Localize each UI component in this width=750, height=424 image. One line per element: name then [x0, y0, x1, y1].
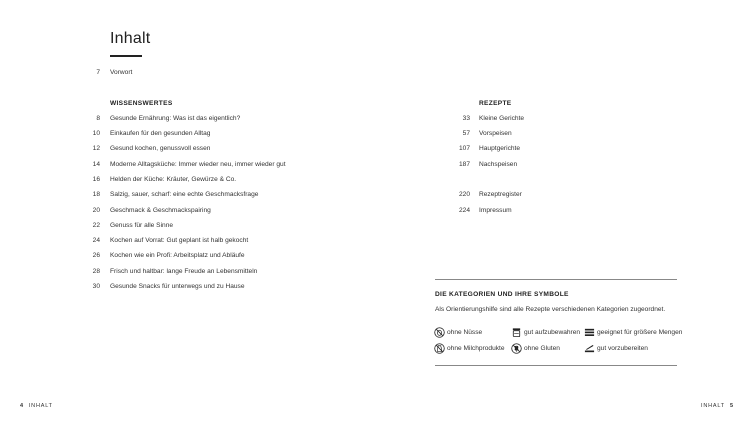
legend-label: gut aufzubewahren — [524, 329, 581, 336]
toc-page-number: 107 — [458, 145, 470, 152]
footer-right — [701, 403, 734, 409]
toc-entry-vorwort[interactable] — [70, 67, 270, 79]
toc-label: Impressum — [479, 207, 512, 214]
toc-label: Vorwort — [110, 69, 133, 76]
toc-page-number: 224 — [458, 207, 470, 214]
stack-icon — [584, 327, 595, 338]
running-head: INHALT — [701, 403, 725, 409]
section-heading-rezepte: REZEPTE — [479, 100, 512, 107]
legend-item-no-nuts — [434, 327, 482, 338]
toc-label: Frisch und haltbar: lange Freude an Lebensmitteln — [110, 268, 258, 275]
section-heading-wissenswertes: WISSENSWERTES — [110, 100, 173, 107]
running-head: INHALT — [28, 403, 53, 409]
toc-page-number: 22 — [92, 222, 100, 229]
toc-label: Kleine Gerichte — [479, 115, 525, 122]
knife-board-icon — [584, 343, 595, 354]
toc-page-number: 8 — [96, 115, 100, 122]
page-number: 5 — [729, 403, 734, 409]
legend-item-no-gluten — [511, 343, 560, 354]
divider-bottom — [435, 365, 677, 366]
toc-page-number: 16 — [92, 176, 100, 183]
toc-page-number: 12 — [92, 145, 100, 152]
no-nuts-icon — [434, 327, 445, 338]
toc-label: Gesunde Snacks für unterwegs und zu Hause — [110, 283, 245, 290]
storage-jar-icon — [511, 327, 522, 338]
toc-page-number: 18 — [92, 191, 100, 198]
legend-item-large-quantities — [584, 327, 682, 338]
toc-page-number: 57 — [462, 130, 470, 137]
toc-label: Helden der Küche: Kräuter, Gewürze & Co. — [110, 176, 237, 183]
toc-page-number: 14 — [92, 161, 100, 168]
toc-entry[interactable] — [440, 159, 590, 171]
toc-page-number: 20 — [92, 207, 100, 214]
toc-label: Vorspeisen — [479, 130, 512, 137]
toc-entry[interactable] — [70, 113, 330, 125]
toc-label: Genuss für alle Sinne — [110, 222, 174, 229]
legend-label: gut vorzubereiten — [597, 345, 648, 352]
legend-label: ohne Nüsse — [447, 329, 483, 336]
toc-page-number: 28 — [92, 268, 100, 275]
toc-entry[interactable] — [440, 205, 590, 217]
toc-entry[interactable] — [440, 128, 590, 140]
toc-page-number: 33 — [462, 115, 470, 122]
toc-entry[interactable] — [70, 205, 330, 217]
toc-label: Rezeptregister — [479, 191, 522, 198]
toc-entry[interactable] — [440, 189, 590, 201]
no-dairy-icon — [434, 343, 445, 354]
divider-top — [435, 279, 677, 280]
legend-item-prepare-ahead — [584, 343, 648, 354]
toc-label: Kochen wie ein Profi: Arbeitsplatz und Abläufe — [110, 252, 245, 259]
toc-page-number: 7 — [96, 69, 100, 76]
toc-label: Einkaufen für den gesunden Alltag — [110, 130, 211, 137]
toc-label: Gesunde Ernährung: Was ist das eigentlich? — [110, 115, 241, 122]
toc-entry[interactable] — [70, 235, 330, 247]
toc-label: Gesund kochen, genussvoll essen — [110, 145, 211, 152]
toc-entry[interactable] — [70, 281, 330, 293]
categories-heading: DIE KATEGORIEN UND IHRE SYMBOLE — [435, 291, 569, 298]
toc-label: Hauptgerichte — [479, 145, 521, 152]
toc-entry[interactable] — [70, 250, 330, 262]
toc-entry[interactable] — [70, 128, 330, 140]
toc-label: Salzig, sauer, scharf: eine echte Geschmacksfrage — [110, 191, 259, 198]
page-number: 4 — [20, 403, 24, 409]
toc-entry[interactable] — [70, 266, 330, 278]
no-gluten-icon — [511, 343, 522, 354]
toc-label: Moderne Alltagsküche: Immer wieder neu, immer wieder gut — [110, 161, 286, 168]
toc-page-number: 24 — [92, 237, 100, 244]
categories-description: Als Orientierungshilfe sind alle Rezepte verschiedenen Kategorien zugeordnet. — [435, 306, 666, 313]
toc-page-number: 220 — [458, 191, 470, 198]
toc-entry[interactable] — [70, 143, 330, 155]
footer-left — [20, 403, 53, 409]
legend-label: geeignet für größere Mengen — [597, 329, 683, 336]
toc-label: Nachspeisen — [479, 161, 518, 168]
legend-label: ohne Milchprodukte — [447, 345, 505, 352]
toc-entry[interactable] — [70, 189, 330, 201]
legend-item-storage — [511, 327, 580, 338]
toc-page-number: 187 — [458, 161, 470, 168]
toc-entry[interactable] — [70, 159, 330, 171]
toc-entry[interactable] — [70, 220, 330, 232]
page-title: Inhalt — [110, 30, 151, 47]
toc-page-number: 30 — [92, 283, 100, 290]
toc-page-number: 26 — [92, 252, 100, 259]
toc-label: Geschmack & Geschmackspairing — [110, 207, 211, 214]
toc-page-number: 10 — [92, 130, 100, 137]
toc-entry[interactable] — [70, 174, 330, 186]
title-underline — [110, 55, 142, 57]
legend-label: ohne Gluten — [524, 345, 560, 352]
toc-label: Kochen auf Vorrat: Gut geplant ist halb gekocht — [110, 237, 249, 244]
toc-entry[interactable] — [440, 113, 590, 125]
toc-entry[interactable] — [440, 143, 590, 155]
legend-item-no-dairy — [434, 343, 505, 354]
